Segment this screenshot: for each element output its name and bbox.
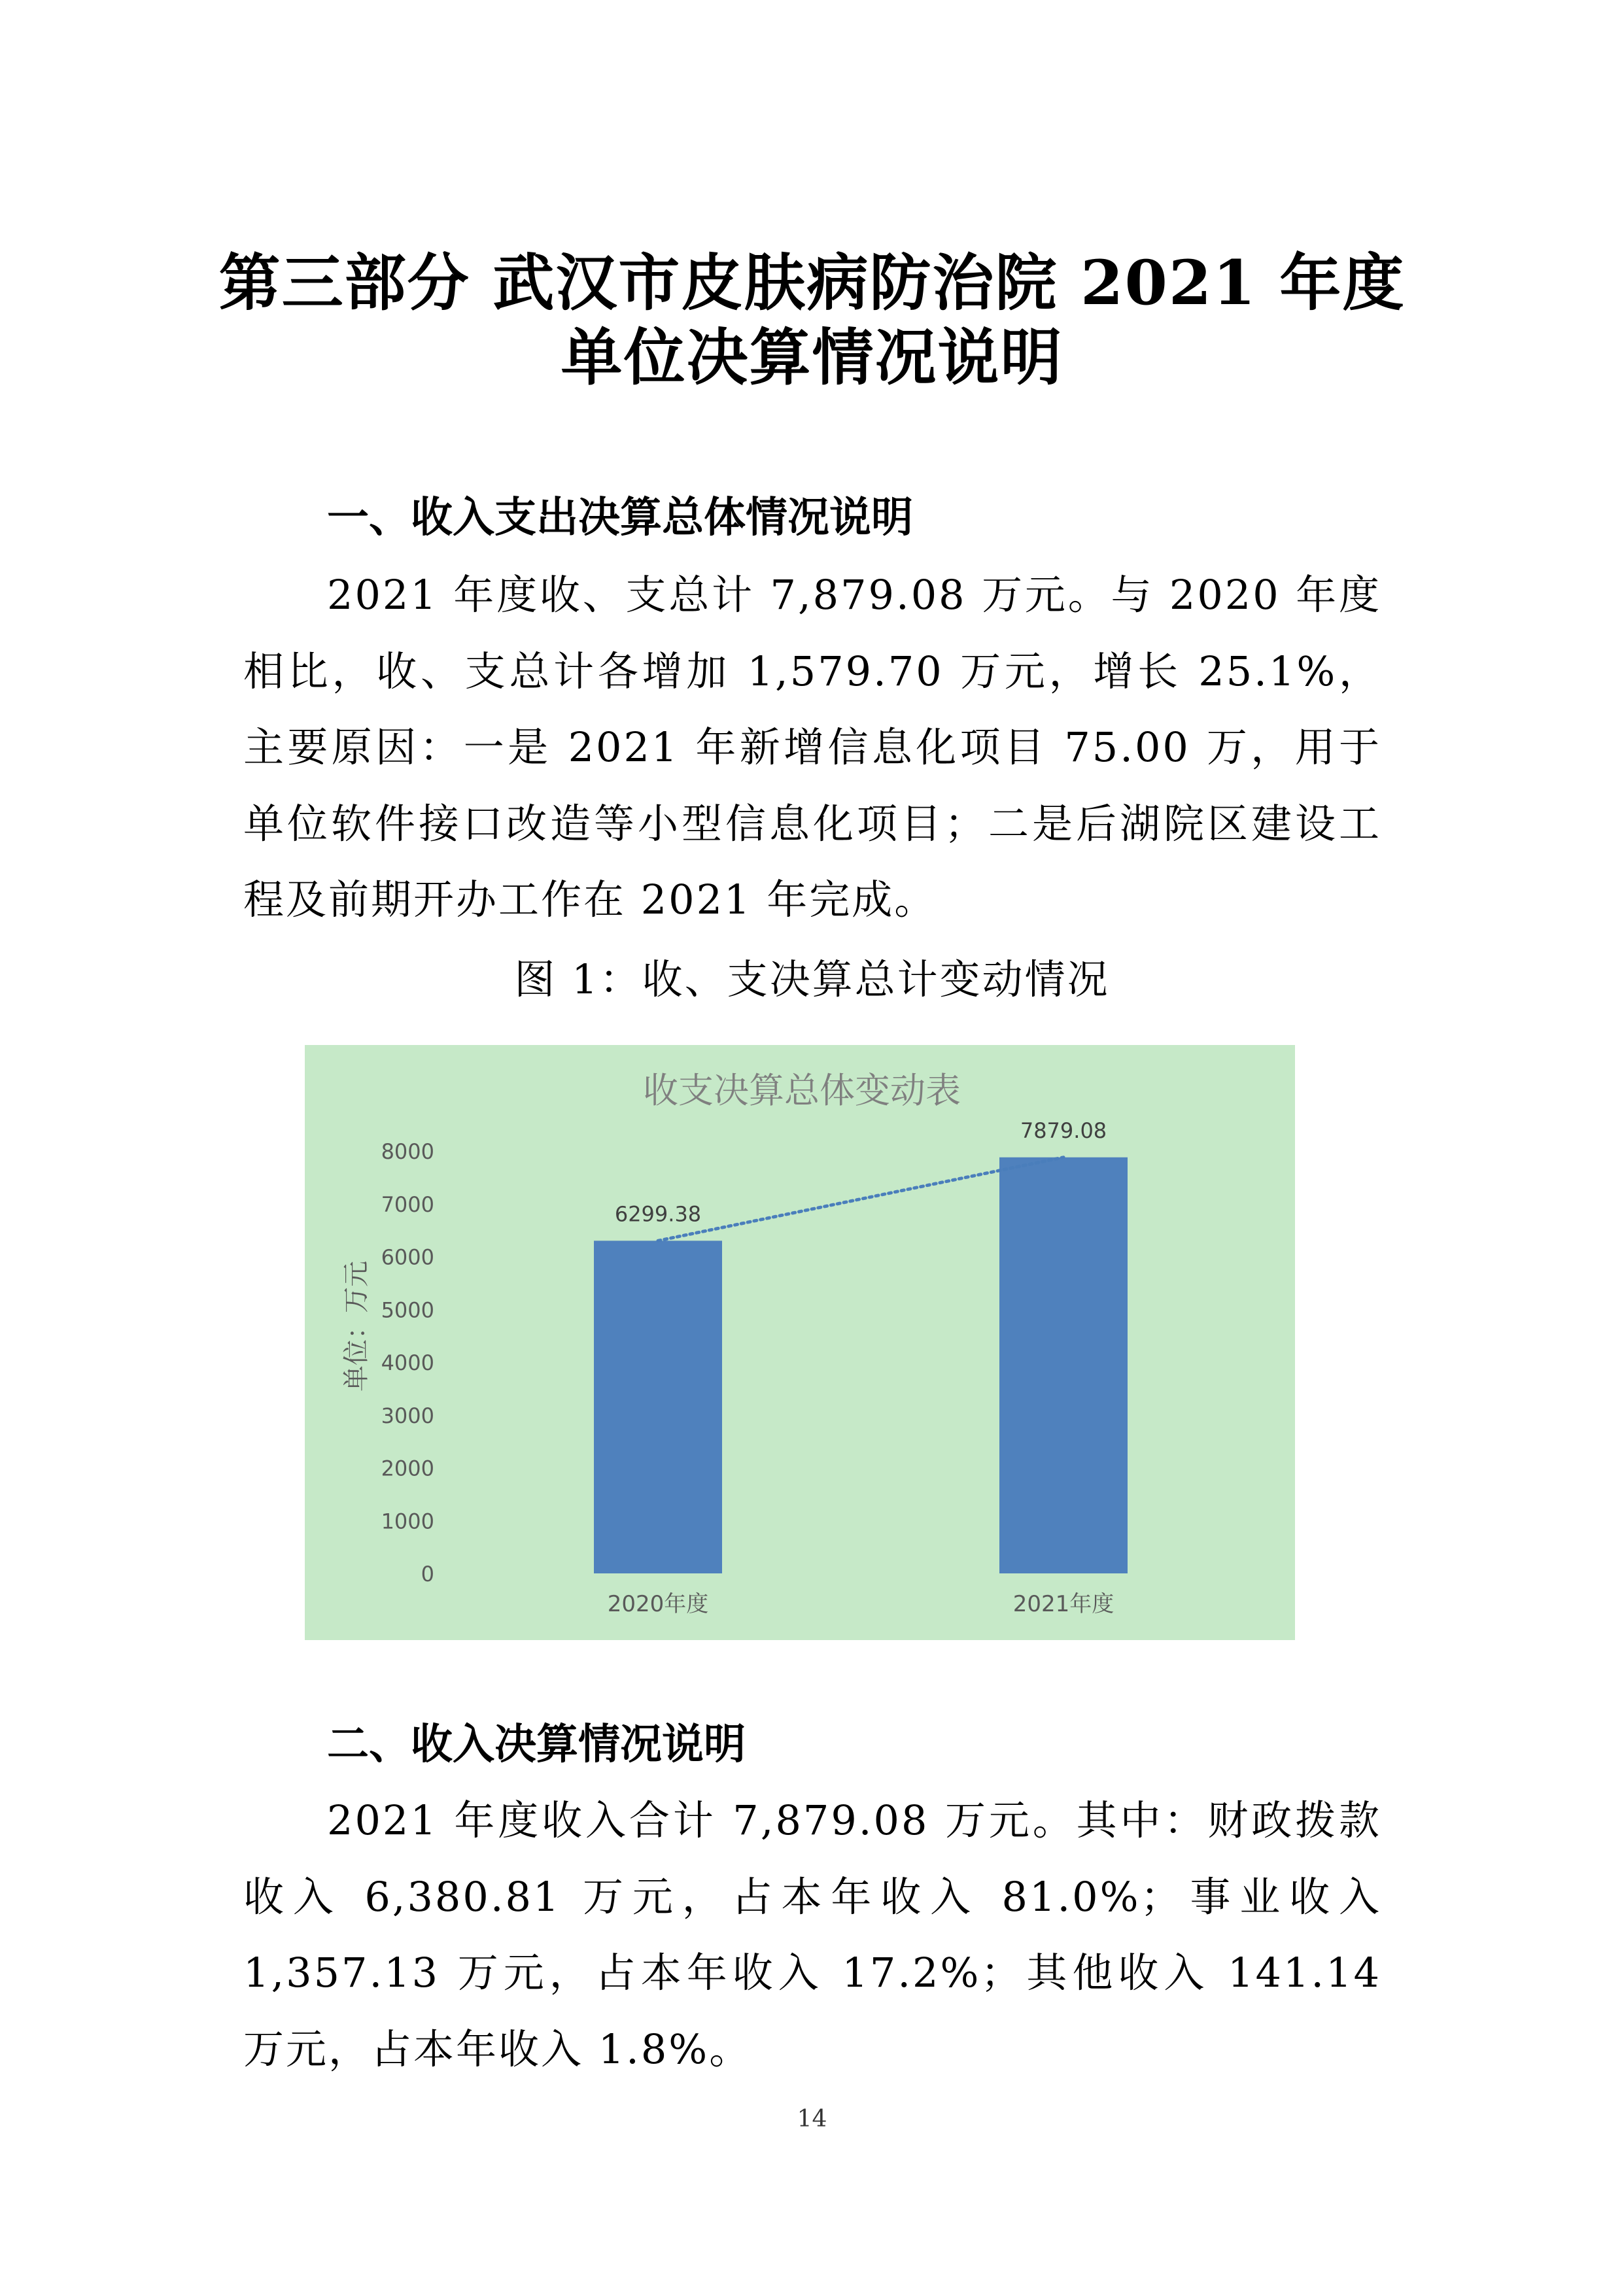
y-tick-label: 8000 [381,1139,434,1164]
section1-paragraph: 2021 年度收、支总计 7,879.08 万元。与 2020 年度相比，收、支总计各增加 1,579.70 万元，增长 25.1%，主要原因：一是 2021 年新增信息化项目 75.00 万，用于单位软件接口改造等小型信息化项目；二是后湖院区建设工程及前期开办工作在 2021 年完成。 [243,571,1381,923]
bar-chart [305,1045,1295,1640]
x-tick-label: 2021年度 [1012,1591,1114,1617]
chart-title: 收支决算总体变动表 [643,1070,961,1111]
data-label: 6299.38 [614,1201,702,1227]
bar [594,1241,722,1573]
y-tick-label: 5000 [381,1297,434,1323]
y-tick-label: 1000 [381,1509,434,1534]
y-tick-label: 2000 [381,1456,434,1481]
chart-svg [305,1045,1295,1640]
y-tick-label: 0 [421,1562,434,1586]
figure-caption: 图 1：收、支决算总计变动情况 [514,955,1110,1003]
x-tick-label: 2020年度 [607,1591,709,1617]
bar [999,1157,1128,1573]
y-axis-ticks [381,1139,434,1586]
y-tick-label: 4000 [381,1350,434,1375]
page-title-line2: 单位决算情况说明 [561,322,1063,394]
y-axis-label: 单位：万元 [341,1261,371,1392]
section2-paragraph: 2021 年度收入合计 7,879.08 万元。其中：财政拨款收入 6,380.81 万元，占本年收入 81.0%；事业收入 1,357.13 万元，占本年收入 17.2%；其他收入 141.14 万元，占本年收入 1.8%。 [243,1796,1381,2073]
page-title-line1: 第三部分 武汉市皮肤病防治院 2021 年度 [218,247,1406,319]
page-number: 14 [797,2106,827,2133]
data-label: 7879.08 [1020,1118,1107,1143]
section2-heading: 二、收入决算情况说明 [327,1721,746,1769]
y-tick-label: 7000 [381,1191,434,1217]
chart-background [305,1045,1295,1640]
section1-heading: 一、收入支出决算总体情况说明 [327,494,913,542]
y-tick-label: 3000 [381,1403,434,1428]
y-tick-label: 6000 [381,1244,434,1270]
